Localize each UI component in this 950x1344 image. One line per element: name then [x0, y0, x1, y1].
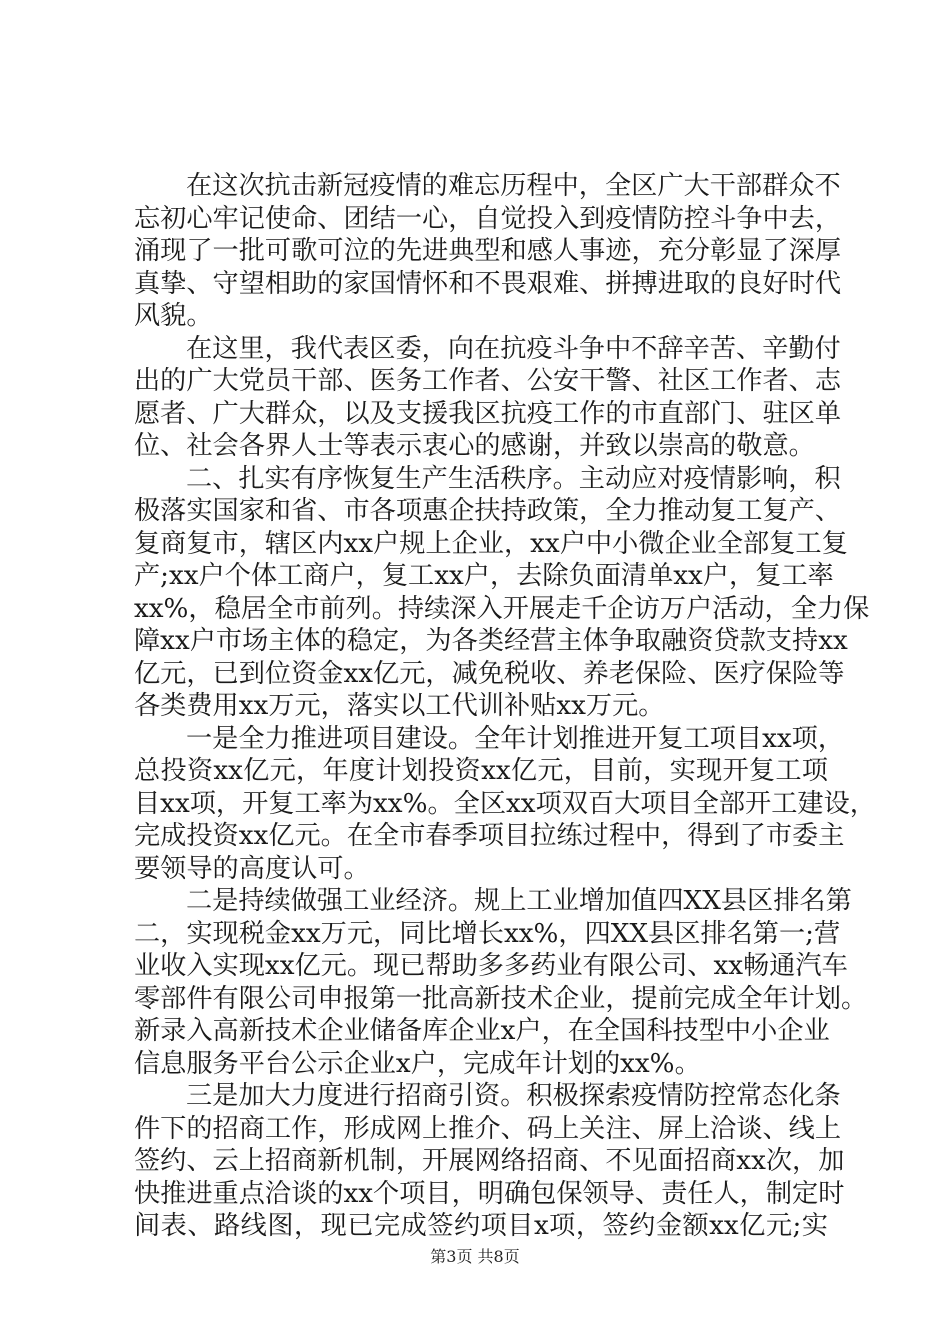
text-line: 快推进重点洽谈的xx个项目，明确包保领导、责任人，制定时: [134, 1178, 845, 1209]
paragraph: [134, 885, 868, 1080]
text-line: 产;xx户个体工商户，复工xx户，去除负面清单xx户，复工率: [134, 561, 834, 591]
text-line: 出的广大党员干部、医务工作者、公安干警、社区工作者、志: [134, 366, 842, 396]
text-line: 涌现了一批可歌可泣的先进典型和感人事迹，充分彰显了深厚: [134, 236, 842, 266]
text-line: 真挚、守望相助的家国情怀和不畏艰难、拼搏进取的良好时代: [134, 268, 842, 299]
text-line: 件下的招商工作，形成网上推介、码上关注、屏上洽谈、线上: [134, 1113, 842, 1144]
text-line: 二是持续做强工业经济。规上工业增加值四XX县区排名第: [186, 886, 852, 916]
text-line: 信息服务平台公示企业x户，完成年计划的xx%。: [134, 1048, 701, 1079]
paragraph: [134, 170, 842, 333]
paragraph: [134, 723, 876, 886]
page-number-footer: 第3页 共8页: [430, 1247, 520, 1266]
text-line: 复商复市，辖区内xx户规上企业，xx户中小微企业全部复工复: [134, 528, 848, 559]
text-line: 在这次抗击新冠疫情的难忘历程中，全区广大干部群众不: [186, 171, 841, 201]
text-line: 二，实现税金xx万元，同比增长xx%，四XX县区排名第一;营: [134, 918, 841, 949]
text-line: 总投资xx亿元，年度计划投资xx亿元，目前，实现开复工项: [134, 756, 828, 786]
text-line: 愿者、广大群众，以及支援我区抗疫工作的市直部门、驻区单: [134, 398, 842, 429]
paragraph: [134, 463, 870, 723]
text-line: 各类费用xx万元，落实以工代训补贴xx万元。: [134, 691, 665, 721]
text-line: 要领导的高度认可。: [134, 853, 370, 884]
paragraph: [134, 333, 842, 463]
text-line: xx%，稳居全市前列。持续深入开展走千企访万户活动，全力保: [134, 593, 870, 624]
text-line: 忘初心牢记使命、团结一心，自觉投入到疫情防控斗争中去，: [134, 203, 842, 234]
text-line: 在这里，我代表区委，向在抗疫斗争中不辞辛苦、辛勤付: [186, 333, 841, 364]
document-body: [134, 170, 876, 1243]
text-line: 目xx项，开复工率为xx%。全区xx项双百大项目全部开工建设，: [134, 788, 876, 819]
text-line: 极落实国家和省、市各项惠企扶持政策，全力推动复工复产、: [134, 496, 842, 526]
text-line: 业收入实现xx亿元。现已帮助多多药业有限公司、xx畅通汽车: [134, 951, 848, 981]
paragraph: [134, 1080, 845, 1243]
text-line: 签约、云上招商新机制，开展网络招商、不见面招商xx次，加: [134, 1146, 845, 1176]
text-line: 障xx户市场主体的稳定，为各类经营主体争取融资贷款支持xx: [134, 626, 848, 656]
text-line: 完成投资xx亿元。在全市春季项目拉练过程中，得到了市委主: [134, 821, 845, 851]
text-line: 风貌。: [134, 301, 213, 331]
text-line: 新录入高新技术企业储备库企业x户，在全国科技型中小企业: [134, 1016, 830, 1046]
text-line: 亿元，已到位资金xx亿元，减免税收、养老保险、医疗保险等: [134, 658, 845, 689]
text-line: 三是加大力度进行招商引资。积极探索疫情防控常态化条: [186, 1081, 841, 1111]
text-line: 一是全力推进项目建设。全年计划推进开复工项目xx项，: [186, 723, 845, 754]
text-line: 位、社会各界人士等表示衷心的感谢，并致以崇高的敬意。: [134, 431, 815, 461]
text-line: 零部件有限公司申报第一批高新技术企业，提前完成全年计划。: [134, 983, 868, 1014]
text-line: 间表、路线图，现已完成签约项目x项，签约金额xx亿元;实: [134, 1211, 828, 1241]
text-line: 二、扎实有序恢复生产生活秩序。主动应对疫情影响，积: [186, 463, 841, 494]
